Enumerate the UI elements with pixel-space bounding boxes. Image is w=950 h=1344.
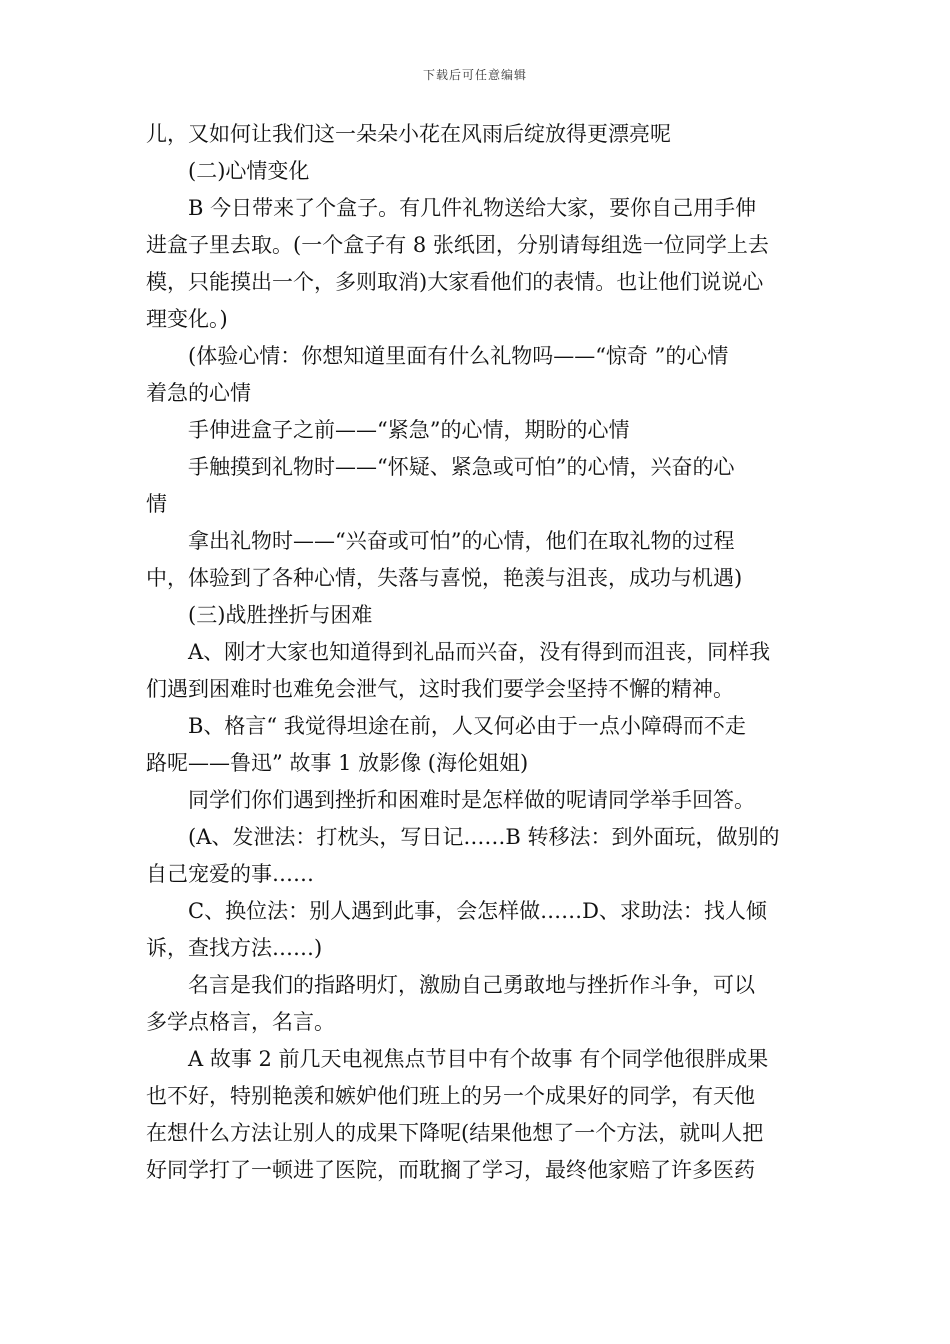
page-header: 下载后可任意编辑 — [422, 68, 527, 82]
text-line: 模，只能摸出一个，多则取消)大家看他们的表情。也让他们说说心 — [146, 270, 764, 294]
text-line: (三)战胜挫折与困难 — [188, 603, 373, 627]
text-line: 名言是我们的指路明灯，激励自己勇敢地与挫折作斗争，可以 — [188, 973, 755, 997]
document-body — [146, 116, 806, 1189]
text-line: 情 — [146, 492, 167, 516]
text-line: A、刚才大家也知道得到礼品而兴奋，没有得到而沮丧，同样我 — [188, 640, 771, 664]
text-line: 着急的心情 — [146, 381, 251, 405]
text-line: 也不好，特别艳羡和嫉妒他们班上的另一个成果好的同学，有天他 — [146, 1084, 755, 1108]
text-line: 诉，查找方法……) — [146, 936, 323, 960]
text-line: 中，体验到了各种心情，失落与喜悦，艳羡与沮丧，成功与机遇) — [146, 566, 743, 590]
text-line: 儿，又如何让我们这一朵朵小花在风雨后绽放得更漂亮呢 — [146, 122, 671, 146]
text-line: (二)心情变化 — [188, 159, 310, 183]
text-line: 们遇到困难时也难免会泄气，这时我们要学会坚持不懈的精神。 — [146, 677, 734, 701]
text-line: 手伸进盒子之前——“紧急”的心情，期盼的心情 — [188, 418, 630, 442]
text-line: 进盒子里去取。(一个盒子有 8 张纸团，分别请每组选一位同学上去 — [146, 233, 769, 257]
text-line: (A、发泄法：打枕头，写日记……B 转移法：到外面玩，做别的 — [188, 825, 780, 849]
text-line: A 故事 2 前几天电视焦点节目中有个故事 有个同学他很胖成果 — [188, 1047, 769, 1071]
text-line: 同学们你们遇到挫折和困难时是怎样做的呢请同学举手回答。 — [188, 788, 755, 812]
text-line: 好同学打了一顿进了医院，而耽搁了学习，最终他家赔了许多医药 — [146, 1158, 755, 1182]
text-line: 手触摸到礼物时——“怀疑、紧急或可怕”的心情，兴奋的心 — [188, 455, 735, 479]
text-line: 拿出礼物时——“兴奋或可怕”的心情，他们在取礼物的过程 — [188, 529, 735, 553]
text-line: B 今日带来了个盒子。有几件礼物送给大家，要你自己用手伸 — [188, 196, 757, 220]
text-line: 在想什么方法让别人的成果下降呢(结果他想了一个方法，就叫人把 — [146, 1121, 764, 1145]
text-line: (体验心情：你想知道里面有什么礼物吗——“惊奇 ”的心情 — [188, 344, 729, 368]
text-line: 自己宠爱的事…… — [146, 862, 314, 886]
text-line: C、换位法：别人遇到此事，会怎样做……D、求助法：找人倾 — [188, 899, 767, 923]
text-line: 理变化。) — [146, 307, 228, 331]
text-line: 路呢——鲁迅” 故事 1 放影像 (海伦姐姐) — [146, 751, 529, 775]
text-line: B、格言“ 我觉得坦途在前，人又何必由于一点小障碍而不走 — [188, 714, 746, 738]
text-line: 多学点格言，名言。 — [146, 1010, 335, 1034]
